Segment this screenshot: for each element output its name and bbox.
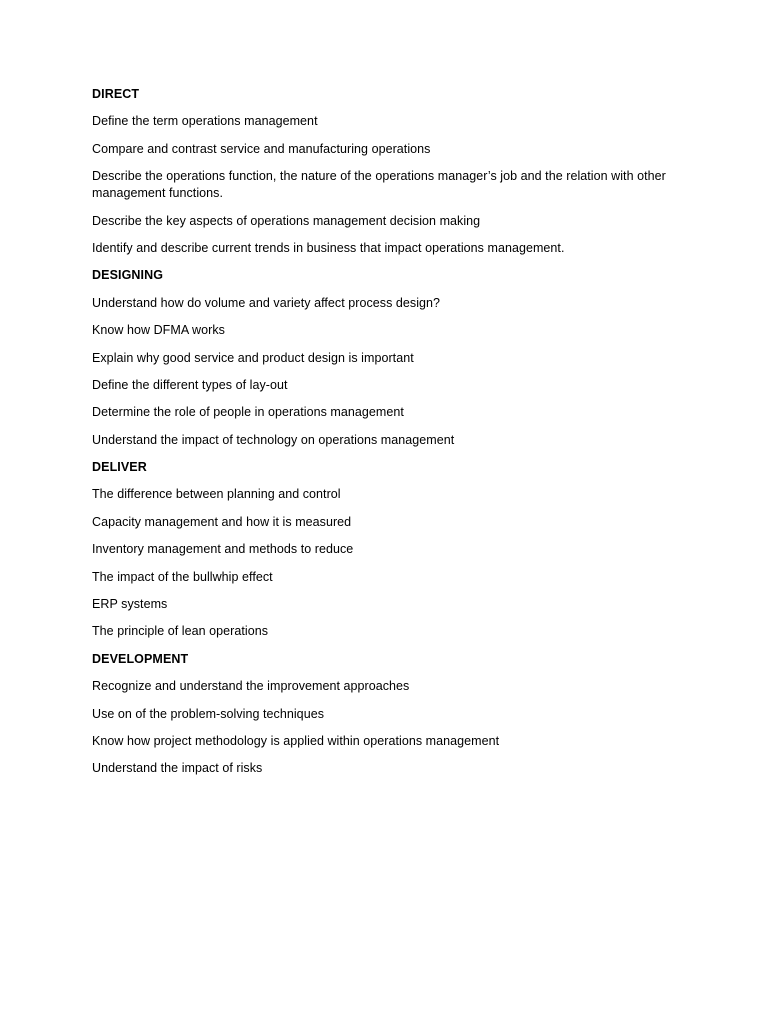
list-item: Use on of the problem-solving techniques — [92, 706, 324, 721]
list-item: Recognize and understand the improvement approaches — [92, 679, 410, 694]
list-item: Determine the role of people in operations management — [92, 405, 404, 420]
list-item: Describe the key aspects of operations management decision making — [92, 213, 481, 228]
section-heading: DELIVER — [92, 460, 147, 475]
list-item: Define the term operations management — [92, 114, 318, 129]
list-item: Explain why good service and product design is important — [92, 350, 414, 365]
list-item: Understand the impact of risks — [92, 761, 263, 776]
section-development — [92, 651, 682, 778]
list-item: The impact of the bullwhip effect — [92, 569, 273, 584]
list-item: Understand how do volume and variety affect process design? — [92, 295, 441, 310]
document-body — [92, 86, 682, 788]
list-item: Know how project methodology is applied within operations management — [92, 733, 500, 748]
section-direct — [92, 86, 682, 257]
list-item: Define the different types of lay-out — [92, 377, 288, 392]
list-item: Capacity management and how it is measured — [92, 514, 352, 529]
section-deliver — [92, 459, 682, 640]
list-item: Know how DFMA works — [92, 323, 225, 338]
list-item: Compare and contrast service and manufacturing operations — [92, 141, 431, 156]
section-heading: DIRECT — [92, 87, 140, 101]
list-item: Inventory management and methods to reduce — [92, 542, 354, 557]
section-heading: DEVELOPMENT — [92, 651, 189, 666]
list-item: The principle of lean operations — [92, 624, 269, 639]
section-heading: DESIGNING — [92, 268, 164, 283]
list-item: Describe the operations function, the nature of the operations manager’s job and the relation with other management functions. — [92, 169, 666, 201]
list-item: Understand the impact of technology on operations management — [92, 432, 455, 447]
section-designing — [92, 267, 682, 448]
list-item: Identify and describe current trends in business that impact operations management. — [92, 240, 565, 255]
list-item: The difference between planning and control — [92, 487, 341, 502]
list-item: ERP systems — [92, 597, 168, 612]
